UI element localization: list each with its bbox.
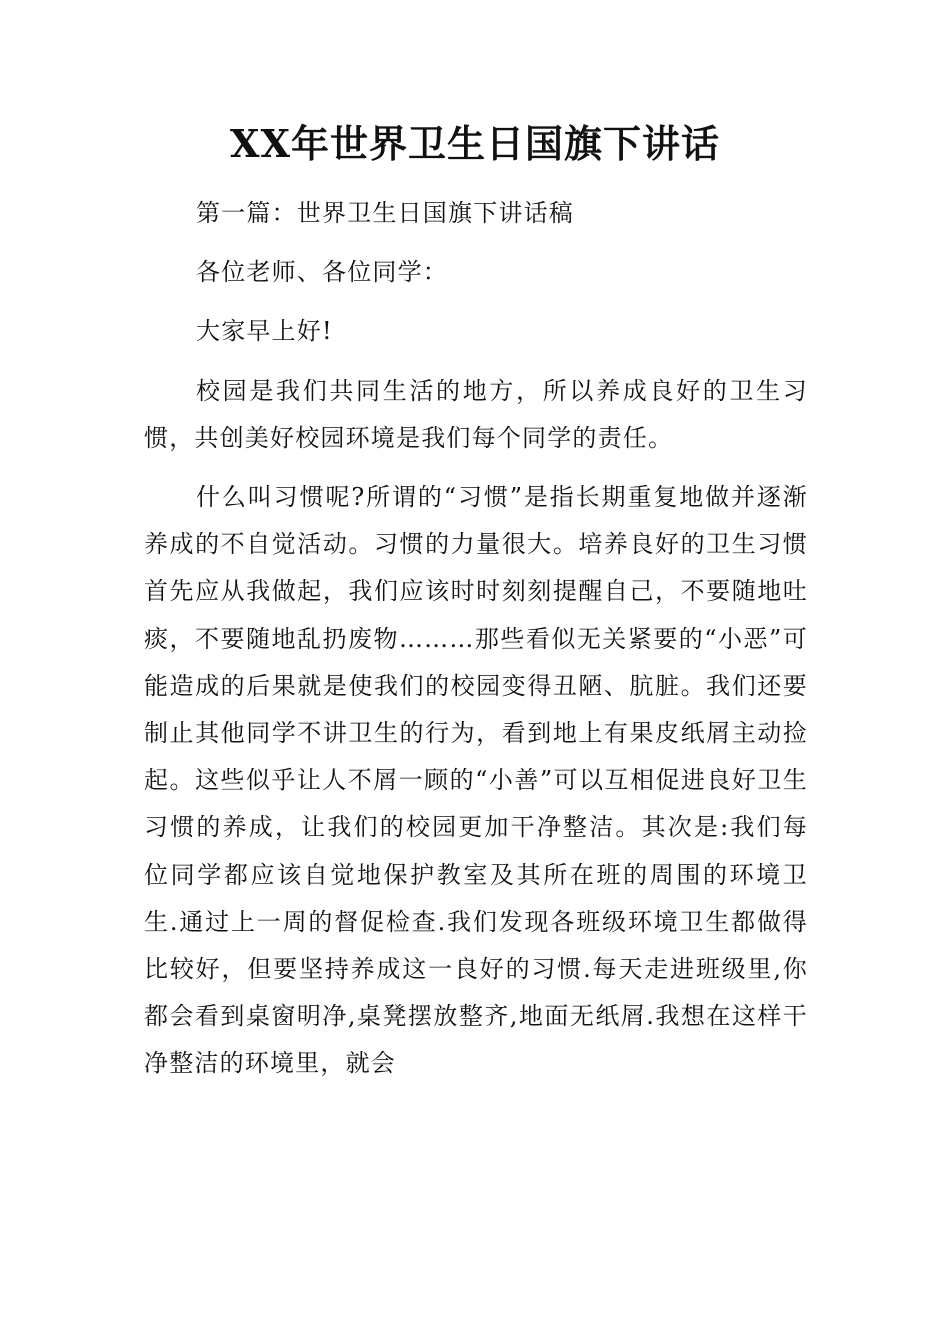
salutation: 各位老师、各位同学： (196, 258, 448, 287)
body-paragraph: 什么叫习惯呢?所谓的“习惯”是指长期重复地做并逐渐养成的不自觉活动。习惯的力量很大。培养良好的卫生习惯首先应从我做起，我们应该时时刻刻提醒自己，不要随地吐痰，不要随地乱扔废物………那些看似无关紧要的“小恶”可能造成的后果就是使我们的校园变得丑陋、肮脏。我们还要制止其他同学不讲卫生的行为，看到地上有果皮纸屑主动捡起。这些似乎让人不屑一顾的“小善”可以互相促进良好卫生习惯的养成，让我们的校园更加干净整洁。其次是:我们每位同学都应该自觉地保护教室及其所在班的周围的环境卫生.通过上一周的督促检查.我们发现各班级环境卫生都做得比较好，但要坚持养成这一良好的习惯.每天走进班级里,你都会看到桌窗明净,桌凳摆放整齐,地面无纸屑.我想在这样干净整洁的环境里，就会 (144, 483, 808, 1078)
greeting: 大家早上好! (196, 317, 333, 346)
section-heading: 第一篇：世界卫生日国旗下讲话稿 (196, 199, 574, 227)
document-body (144, 190, 808, 1100)
body-paragraph: 校园是我们共同生活的地方，所以养成良好的卫生习惯，共创美好校园环境是我们每个同学的责任。 (144, 376, 808, 452)
document-title: XX年世界卫生日国旗下讲话 (230, 121, 720, 166)
